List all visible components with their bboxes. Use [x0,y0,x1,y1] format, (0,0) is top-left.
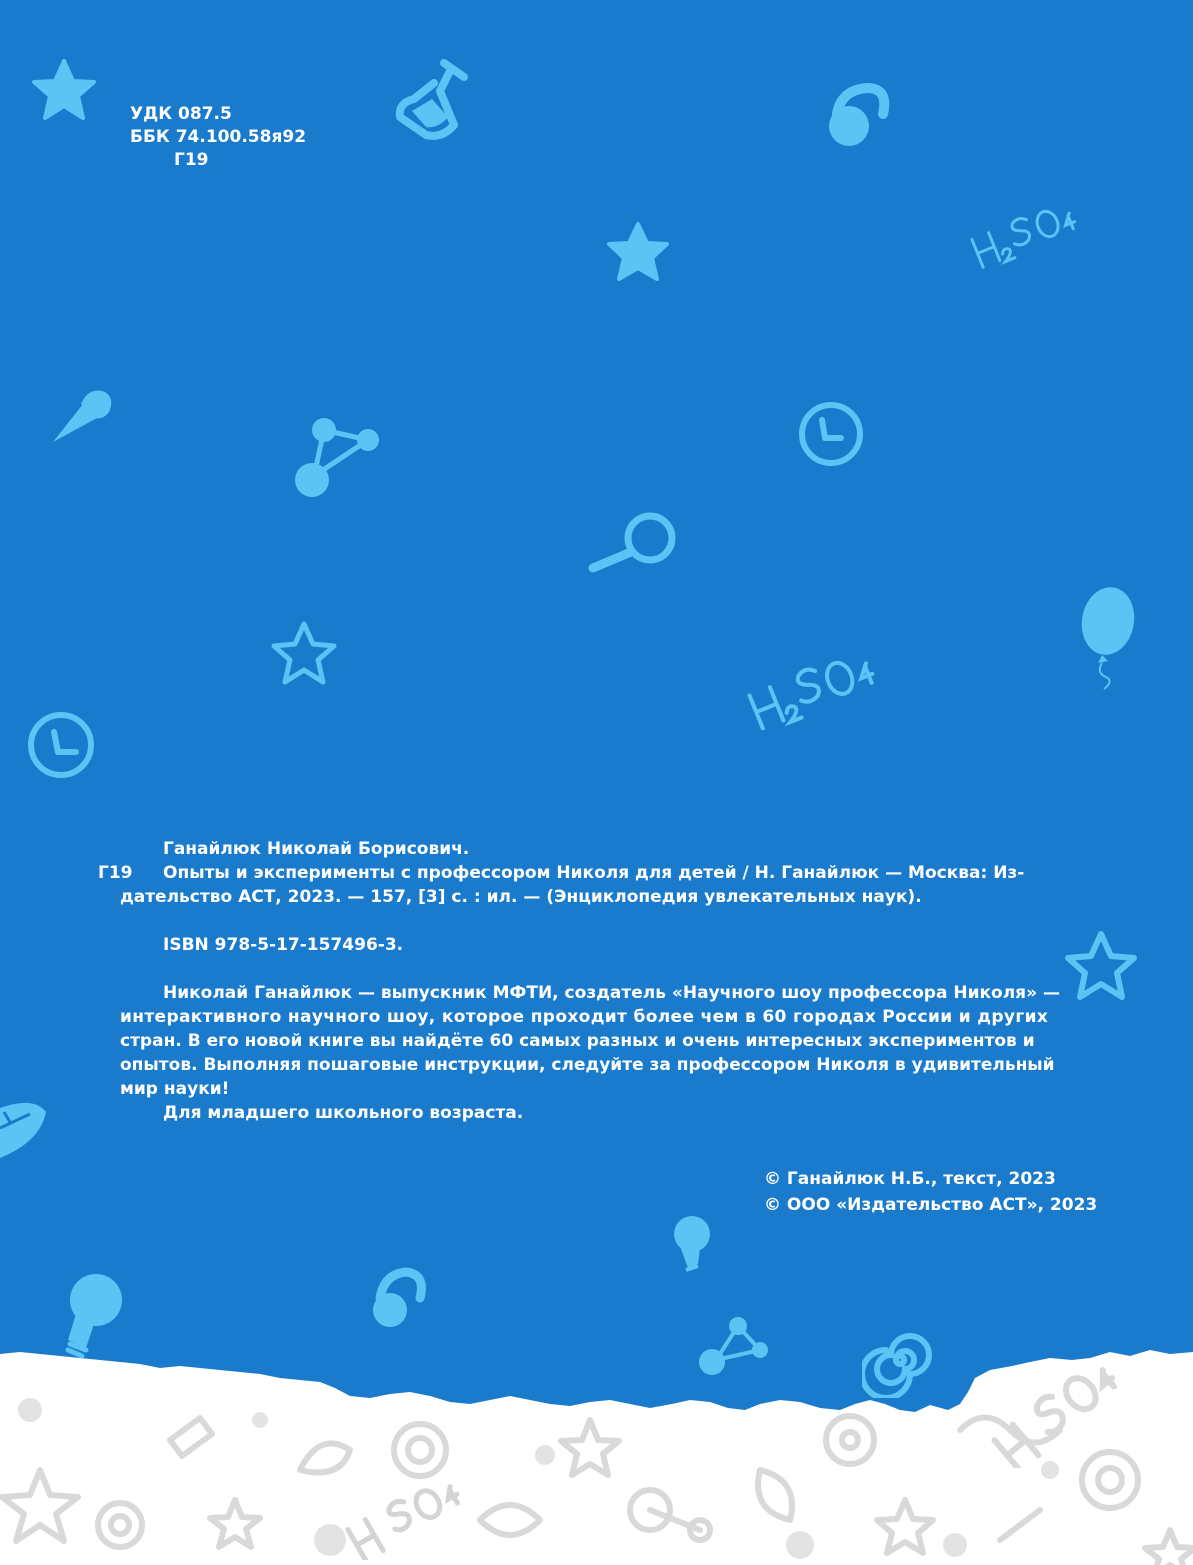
copyright-block [764,1166,1097,1218]
curl-icon [823,78,903,150]
spiral-icon [862,1322,938,1398]
author-mark: Г19 [98,863,133,883]
clock-icon [795,398,867,470]
age-note: Для младшего школьного возраста. [163,1103,524,1123]
formula-h2so4-top [962,190,1082,270]
udk-code: УДК 087.5 [130,104,232,124]
flask-icon [392,55,472,145]
title-line-1-row [98,861,1095,885]
lightbulb-icon [666,1212,714,1282]
annotation-line: стран. В его новой книге вы найдёте 60 самых разных и очень интересных экспериментов и [120,1031,1035,1051]
leaf-icon [0,1098,50,1164]
star-icon [605,220,671,284]
formula-h2so4-bottom-left [338,1470,468,1560]
author-heading: Ганайлюк Николай Борисович. [163,839,470,859]
bibliographic-entry [98,837,1095,1125]
star-icon [268,618,340,688]
annotation-line: Николай Ганайлюк — выпускник МФТИ, создатель «Научного шоу профессора Николя» — [163,983,1060,1003]
annotation-line: опытов. Выполняя пошаговые инструкции, следуйте за профессором Николя в удивительный [120,1055,1055,1075]
annotation-line: интерактивного научного шоу, которое проходит более чем в 60 городах России и других [120,1007,1049,1027]
ice-cream-icon [45,382,117,450]
balloon-icon [1078,583,1140,693]
isbn: ISBN 978-5-17-157496-3. [163,935,404,955]
formula-h2so4-middle [740,640,880,730]
annotation-line: мир науки! [120,1079,230,1099]
copyright-publisher: © ООО «Издательство АСТ», 2023 [764,1195,1098,1215]
formula-h2so4-bottom-right [970,1358,1130,1468]
bbk-code: ББК 74.100.58я92 [130,127,307,147]
copyright-author: © Ганайлюк Н.Б., текст, 2023 [764,1169,1056,1189]
star-icon [30,57,98,123]
classification-codes [130,103,306,172]
molecule-icon [694,1312,774,1382]
magnifier-icon [585,508,685,578]
clock-icon [24,708,98,782]
author-mark-code: Г19 [174,150,209,170]
curl-icon [368,1264,438,1332]
title-line-1: Опыты и эксперименты с профессором Николя для детей / Н. Ганайлюк — Москва: Из- [163,863,1025,883]
title-line-2: дательство АСТ, 2023. — 157, [3] с. : ил. — (Энциклопедия увлекательных наук). [120,887,922,907]
molecule-icon [290,412,386,500]
lightbulb-icon [52,1270,126,1362]
